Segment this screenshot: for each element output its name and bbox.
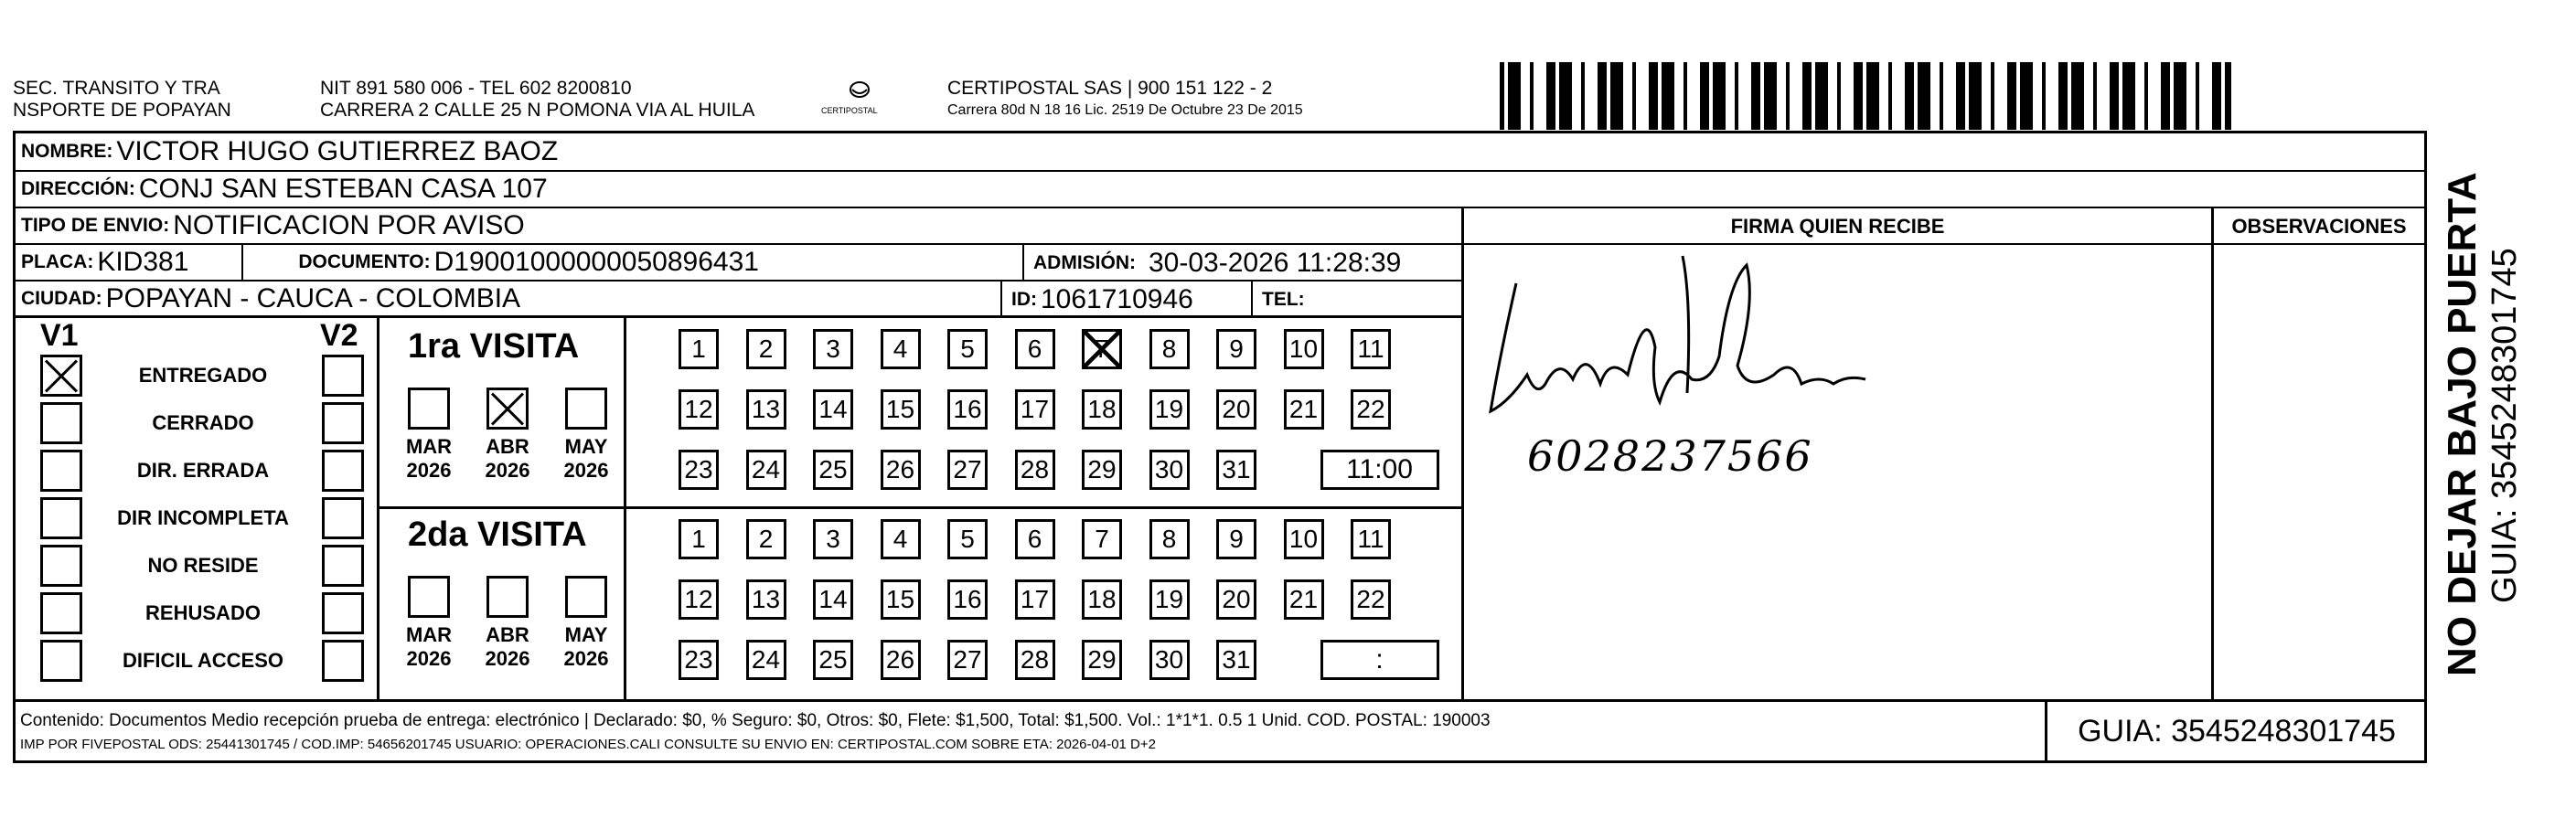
barcode-bar	[1546, 62, 1551, 130]
barcode-bar	[2012, 62, 2014, 130]
barcode-bar	[1683, 62, 1687, 130]
barcode-bar	[2218, 62, 2221, 130]
day-box[interactable]: 7	[1082, 519, 1122, 559]
barcode-bar	[2196, 62, 2199, 130]
id-cell	[1006, 282, 1193, 318]
barcode-bar	[1888, 62, 1892, 130]
barcode-bar	[1662, 62, 1666, 130]
month-label: MAR	[405, 623, 453, 646]
barcode-bar	[2058, 62, 2063, 130]
barcode-bar	[1822, 62, 1824, 130]
barcode-bar	[2093, 62, 2097, 130]
v2-checkbox[interactable]	[322, 402, 364, 444]
barcode-bar	[1632, 62, 1636, 130]
day-box[interactable]: 1	[679, 519, 719, 559]
barcode-bar	[1653, 62, 1655, 130]
status-label: DIR. ERRADA	[136, 459, 270, 482]
day-box[interactable]: 20	[1216, 389, 1256, 430]
barcode-bar	[2007, 62, 2012, 130]
barcode-bar	[1770, 62, 1773, 130]
day-box[interactable]: 17	[1015, 389, 1055, 430]
barcode-bar	[1705, 62, 1706, 130]
day-box[interactable]: 23	[679, 640, 719, 680]
day-box[interactable]: 29	[1082, 450, 1122, 490]
day-box[interactable]: 30	[1149, 640, 1190, 680]
day-box[interactable]: 31	[1216, 640, 1256, 680]
visit1-title: 1ra VISITA	[408, 327, 580, 366]
month-year: 2026	[485, 647, 530, 670]
barcode-bar	[1751, 62, 1756, 130]
nombre-row	[16, 133, 2424, 172]
sender-line-2: NSPORTE DE POPAYAN	[13, 100, 231, 121]
day-box[interactable]: 19	[1149, 389, 1190, 430]
day-box[interactable]: 13	[746, 579, 786, 620]
status-label: REHUSADO	[145, 601, 261, 624]
barcode-bar	[2122, 62, 2127, 130]
barcode-bar	[1961, 62, 1962, 130]
barcode-bar	[2063, 62, 2065, 130]
divider	[1464, 243, 2424, 245]
barcode-bar	[1758, 62, 1760, 130]
barcode-bar	[1564, 62, 1566, 130]
barcode-bar	[1807, 62, 1809, 130]
divider	[1022, 245, 1024, 282]
day-box[interactable]: 20	[1216, 579, 1256, 620]
footer-print-info: IMP POR FIVEPOSTAL ODS: 25441301745 / COD.IMP: 54656201745 USUARIO: OPERACIONES.CALI CONSULTE SU ENVIO EN: CERTIPOSTAL.COM SOBRE ETA: 2026-04-01 D+2	[20, 737, 1156, 752]
day-box[interactable]: 29	[1082, 640, 1122, 680]
barcode-bar	[2026, 62, 2029, 130]
month-label: MAY	[564, 623, 608, 646]
placa-value: KID381	[97, 247, 189, 277]
barcode-bar	[1911, 62, 1914, 130]
day-box[interactable]: 27	[947, 640, 988, 680]
day-box[interactable]: 10	[1284, 329, 1324, 369]
day-box[interactable]: 5	[947, 329, 988, 369]
day-box[interactable]: 22	[1351, 579, 1391, 620]
barcode-bar	[1671, 62, 1674, 130]
direccion-row	[16, 172, 2424, 208]
barcode-bar	[2071, 62, 2076, 130]
day-box[interactable]: 3	[813, 519, 853, 559]
day-box[interactable]: 15	[881, 579, 921, 620]
admision-cell	[1028, 245, 1401, 282]
barcode-bar	[1500, 62, 1502, 130]
barcode-bar	[1909, 62, 1911, 130]
barcode-bar	[2114, 62, 2116, 130]
barcode-bar	[1969, 62, 1973, 130]
day-box[interactable]: 13	[746, 389, 786, 430]
barcode-bar	[1649, 62, 1653, 130]
day-box[interactable]: 1	[679, 329, 719, 369]
id-value: 1061710946	[1041, 284, 1193, 314]
day-box[interactable]: 12	[679, 389, 719, 430]
day-box[interactable]: 8	[1149, 519, 1190, 559]
barcode-bar	[2110, 62, 2114, 130]
courier-address: Carrera 80d N 18 16 Lic. 2519 De Octubre 23 De 2015	[947, 102, 1303, 118]
day-box[interactable]: 8	[1149, 329, 1190, 369]
barcode-bar	[1940, 62, 1943, 130]
barcode-bar	[1871, 62, 1873, 130]
day-box[interactable]: 18	[1082, 389, 1122, 430]
barcode-bar	[2167, 62, 2170, 130]
day-box[interactable]: 9	[1216, 519, 1256, 559]
id-label: ID:	[1011, 289, 1037, 310]
divider	[1000, 282, 1002, 318]
ciudad-row	[16, 282, 1462, 318]
month-checkbox[interactable]	[408, 576, 450, 618]
barcode-bar	[1719, 62, 1722, 130]
ciudad-label: CIUDAD:	[21, 287, 102, 309]
barcode-bar	[2161, 62, 2165, 130]
tel-label: TEL:	[1262, 289, 1305, 310]
day-box[interactable]: 7	[1082, 329, 1122, 369]
nit-line: NIT 891 580 006 - TEL 602 8200810	[320, 78, 632, 99]
barcode-bar	[2165, 62, 2167, 130]
barcode-bar	[1802, 62, 1807, 130]
time-box[interactable]: :	[1320, 640, 1439, 680]
barcode-bar	[2116, 62, 2119, 130]
barcode-bar	[1927, 62, 1930, 130]
address-line: CARRERA 2 CALLE 25 N POMONA VIA AL HUILA	[320, 100, 755, 121]
barcode-bar	[1924, 62, 1927, 130]
barcode-bar	[2042, 62, 2046, 130]
day-box[interactable]: 25	[813, 640, 853, 680]
barcode-bar	[1615, 62, 1617, 130]
barcode-bar	[2225, 62, 2229, 130]
barcode-bar	[1922, 62, 1924, 130]
barcode-bar	[1809, 62, 1812, 130]
barcode-bar	[2129, 62, 2132, 130]
barcode-bar	[1610, 62, 1615, 130]
divider	[2211, 208, 2214, 699]
barcode-bar	[2020, 62, 2025, 130]
divider	[377, 506, 1463, 509]
nombre-label: NOMBRE:	[21, 141, 113, 162]
day-box[interactable]: 15	[881, 389, 921, 430]
no-dejar-warning: NO DEJAR BAJO PUERTA	[2440, 172, 2485, 676]
month-label: ABR	[486, 435, 529, 458]
barcode-bar	[1854, 62, 1858, 130]
barcode-bar	[1553, 62, 1555, 130]
sender-line-1: SEC. TRANSITO Y TRA	[13, 78, 220, 99]
barcode-bar	[2180, 62, 2183, 130]
month-label: ABR	[486, 623, 529, 646]
status-label: ENTREGADO	[138, 364, 268, 387]
day-box[interactable]: 19	[1149, 579, 1190, 620]
barcode-bar	[1756, 62, 1758, 130]
day-box[interactable]: 12	[679, 579, 719, 620]
barcode-bar	[1764, 62, 1769, 130]
day-box[interactable]: 26	[881, 450, 921, 490]
barcode-bar	[2229, 62, 2231, 130]
barcode-bar	[1973, 62, 1975, 130]
day-box[interactable]: 30	[1149, 450, 1190, 490]
barcode-bar	[1773, 62, 1777, 130]
barcode-bar	[2178, 62, 2180, 130]
month-checkbox[interactable]	[565, 576, 607, 618]
barcode-bar	[1568, 62, 1572, 130]
barcode-bar	[1517, 62, 1521, 130]
divider	[241, 245, 243, 282]
barcode-bar	[2127, 62, 2129, 130]
visit2-title: 2da VISITA	[408, 515, 587, 554]
barcode-bar	[1668, 62, 1671, 130]
barcode-bar	[2029, 62, 2033, 130]
barcode-bar	[1602, 62, 1604, 130]
month-year: 2026	[406, 647, 452, 670]
month-checkbox[interactable]	[408, 388, 450, 430]
day-box[interactable]: 2	[746, 329, 786, 369]
v2-checkbox[interactable]	[322, 450, 364, 492]
day-box[interactable]: 24	[746, 450, 786, 490]
guia-vertical: GUIA: 3545248301745	[2485, 248, 2524, 603]
tipo-row	[16, 208, 1462, 245]
ciudad-value: POPAYAN - CAUCA - COLOMBIA	[105, 282, 521, 313]
day-box[interactable]: 31	[1216, 450, 1256, 490]
month-label: MAR	[405, 435, 453, 458]
placa-label: PLACA:	[21, 251, 94, 272]
day-box[interactable]: 26	[881, 640, 921, 680]
barcode-bar	[1502, 62, 1504, 130]
day-box[interactable]: 5	[947, 519, 988, 559]
month-year: 2026	[563, 647, 609, 670]
barcode-bar	[1769, 62, 1770, 130]
month-checkbox[interactable]	[486, 576, 529, 618]
footer-guia: GUIA: 3545248301745	[2078, 713, 2396, 749]
day-box[interactable]: 17	[1015, 579, 1055, 620]
barcode-bar	[2076, 62, 2078, 130]
day-box[interactable]: 16	[947, 579, 988, 620]
barcode-bar	[1566, 62, 1568, 130]
barcode	[1500, 62, 2240, 130]
firma-header: FIRMA QUIEN RECIBE	[1730, 215, 1945, 238]
v2-label: V2	[320, 318, 358, 353]
barcode-bar	[1508, 62, 1512, 130]
day-box[interactable]: 4	[881, 519, 921, 559]
direccion-label: DIRECCIÓN:	[21, 178, 135, 199]
logo-caption: CERTIPOSTAL	[821, 106, 878, 115]
day-box[interactable]: 14	[813, 579, 853, 620]
v2-checkbox[interactable]	[322, 640, 364, 682]
barcode-bar	[1722, 62, 1726, 130]
month-checkbox[interactable]	[486, 388, 529, 430]
barcode-bar	[1918, 62, 1922, 130]
barcode-bar	[1512, 62, 1514, 130]
barcode-bar	[2014, 62, 2016, 130]
tipo-value: NOTIFICACION POR AVISO	[173, 210, 525, 240]
courier-line: CERTIPOSTAL SAS | 900 151 122 - 2	[947, 78, 1273, 99]
month-year: 2026	[563, 459, 609, 482]
day-box[interactable]: 25	[813, 450, 853, 490]
day-box[interactable]: 18	[1082, 579, 1122, 620]
divider	[1461, 208, 1464, 699]
nombre-value: VICTOR HUGO GUTIERREZ BAOZ	[116, 136, 559, 166]
month-label: MAY	[564, 435, 608, 458]
divider	[2045, 702, 2047, 760]
barcode-bar	[1876, 62, 1879, 130]
v2-checkbox[interactable]	[322, 592, 364, 634]
v1-label: V1	[40, 318, 79, 353]
barcode-bar	[1837, 62, 1841, 130]
v2-checkbox[interactable]	[322, 355, 364, 397]
barcode-bar	[2080, 62, 2084, 130]
day-box[interactable]: 27	[947, 450, 988, 490]
barcode-bar	[1978, 62, 1982, 130]
barcode-bar	[1873, 62, 1876, 130]
barcode-bar	[1820, 62, 1822, 130]
day-box[interactable]: 23	[679, 450, 719, 490]
day-box[interactable]: 2	[746, 519, 786, 559]
v2-checkbox[interactable]	[322, 497, 364, 539]
barcode-bar	[2144, 62, 2148, 130]
day-box[interactable]: 14	[813, 389, 853, 430]
day-box[interactable]: 11	[1351, 329, 1391, 369]
day-box[interactable]: 16	[947, 389, 988, 430]
barcode-bar	[1666, 62, 1668, 130]
barcode-bar	[1514, 62, 1517, 130]
day-box[interactable]: 24	[746, 640, 786, 680]
barcode-bar	[1581, 62, 1585, 130]
month-checkbox[interactable]	[565, 388, 607, 430]
day-box[interactable]: 28	[1015, 450, 1055, 490]
footer-contents: Contenido: Documentos Medio recepción prueba de entrega: electrónico | Declarado: $0, % Seguro: $0, Otros: $0, Flete: $1,500, Total: $1,500. Vol.: 1*1*1. 0.5 1 Unid. COD. POSTAL: 190003	[20, 711, 1491, 730]
day-box[interactable]: 6	[1015, 329, 1055, 369]
admision-value: 30-03-2026 11:28:39	[1149, 248, 1402, 278]
barcode-bar	[1598, 62, 1602, 130]
barcode-bar	[2132, 62, 2135, 130]
status-label: DIFICIL ACCESO	[122, 649, 283, 672]
handwritten-phone: 6028237566	[1527, 431, 1813, 481]
barcode-bar	[1991, 62, 1994, 130]
day-box[interactable]: 10	[1284, 519, 1324, 559]
barcode-bar	[1551, 62, 1553, 130]
divider	[1251, 282, 1253, 318]
barcode-bar	[2183, 62, 2186, 130]
barcode-bar	[1619, 62, 1623, 130]
barcode-bar	[1815, 62, 1820, 130]
barcode-bar	[1956, 62, 1961, 130]
day-box[interactable]: 21	[1284, 579, 1324, 620]
barcode-bar	[1858, 62, 1860, 130]
time-box[interactable]: 11:00	[1320, 450, 1439, 490]
barcode-bar	[1717, 62, 1719, 130]
month-year: 2026	[406, 459, 452, 482]
barcode-bar	[2217, 62, 2218, 130]
documento-value: D19001000000050896431	[433, 247, 759, 277]
barcode-bar	[1655, 62, 1658, 130]
barcode-bar	[1905, 62, 1909, 130]
barcode-bar	[2212, 62, 2217, 130]
day-box[interactable]: 4	[881, 329, 921, 369]
barcode-bar	[1786, 62, 1790, 130]
barcode-bar	[1866, 62, 1871, 130]
barcode-bar	[1706, 62, 1709, 130]
barcode-bar	[1713, 62, 1717, 130]
status-label: NO RESIDE	[147, 554, 259, 577]
day-box[interactable]: 3	[813, 329, 853, 369]
day-box[interactable]: 9	[1216, 329, 1256, 369]
barcode-bar	[2174, 62, 2178, 130]
barcode-bar	[2078, 62, 2080, 130]
barcode-bar	[2065, 62, 2068, 130]
month-year: 2026	[485, 459, 530, 482]
tipo-label: TIPO DE ENVIO:	[21, 215, 170, 236]
barcode-bar	[1617, 62, 1619, 130]
status-label: DIR INCOMPLETA	[117, 506, 289, 529]
v2-checkbox[interactable]	[322, 545, 364, 587]
tel-cell	[1256, 282, 1309, 318]
barcode-bar	[1559, 62, 1564, 130]
barcode-bar	[1860, 62, 1863, 130]
day-box[interactable]: 21	[1284, 389, 1324, 430]
day-box[interactable]: 11	[1351, 519, 1391, 559]
barcode-bar	[1700, 62, 1705, 130]
observaciones-header: OBSERVACIONES	[2231, 215, 2407, 238]
barcode-bar	[1530, 62, 1534, 130]
day-box[interactable]: 22	[1351, 389, 1391, 430]
day-box[interactable]: 28	[1015, 640, 1055, 680]
barcode-bar	[1735, 62, 1738, 130]
barcode-bar	[1962, 62, 1965, 130]
day-box[interactable]: 6	[1015, 519, 1055, 559]
barcode-bar	[1824, 62, 1828, 130]
barcode-bar	[1604, 62, 1607, 130]
status-label: CERRADO	[152, 411, 254, 434]
barcode-bar	[2025, 62, 2026, 130]
barcode-bar	[1975, 62, 1978, 130]
documento-label: DOCUMENTO:	[298, 251, 431, 272]
admision-label: ADMISIÓN:	[1033, 252, 1136, 273]
direccion-value: CONJ SAN ESTEBAN CASA 107	[138, 174, 548, 204]
